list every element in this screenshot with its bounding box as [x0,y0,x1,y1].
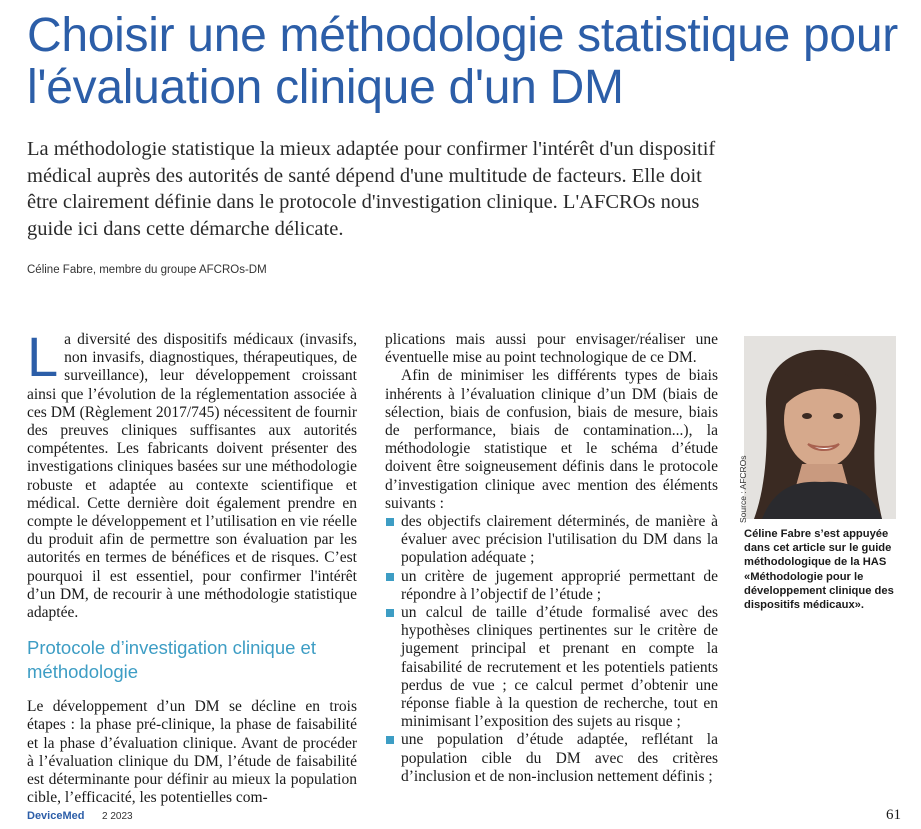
list-item [385,731,718,786]
article-author: Céline Fabre, membre du groupe AFCROs-DM [27,264,267,276]
continuation-paragraph: plications mais aussi pour envisager/réaliser une éventuelle mise au point technologique de ce DM. [385,331,718,367]
intro-paragraph [27,325,357,622]
body-paragraph: Afin de minimiser les différents types de biais inhérents à l’évaluation clinique d’un DM (biais de sélection, biais de confusion, biais de mesure, biais de performance, biais de contamination...), la méthodologie statistique et le schéma d’étude doivent être soigneusement définis dans le protocole d’investigation clinique avec mention des éléments suivants : [385,367,718,512]
article-lede: La méthodologie statistique la mieux adaptée pour confirmer l'intérêt d'un dispositif médical auprès des autorités de santé dépend d'une multitude de facteurs. Elle doit être clairement définie dans le protocole d'investigation clinique. L'AFCROs nous guide ici dans cette démarche délicate. [27,138,716,240]
issue-number: 2 2023 [102,811,133,822]
page-number: 61 [886,807,901,823]
list-item-text: une population d’étude adaptée, reflétant la population cible du DM avec des critères d’inclusion et de non-inclusion nettement définis ; [401,731,718,785]
list-item [385,568,718,604]
square-bullet-icon [386,609,394,617]
article-title: Choisir une méthodologie statistique pour l'évaluation clinique d'un DM [27,9,898,114]
magazine-brand: DeviceMed [27,810,85,822]
author-photo [744,336,896,519]
portrait-illustration [744,336,896,519]
square-bullet-icon [386,736,394,744]
square-bullet-icon [386,573,394,581]
list-item [385,513,718,568]
body-paragraph: Le développement d’un DM se décline en trois étapes : la phase pré-clinique, la phase de faisabilité et la phase d’évaluation clinique. Avant de procéder à l’évaluation clinique du DM, l’étude de faisabilité est déterminante pour définir au mieux la population cible, l’efficacité, les potentielles com- [27,698,357,807]
section-heading: Protocole d’investigation clinique et méthodologie [27,637,316,683]
photo-source-credit [733,440,748,523]
list-item [385,604,718,731]
intro-text: a diversité des dispositifs médicaux (invasifs, non invasifs, diagnostiques, thérapeutiques, de surveillance), leur développement croissant ainsi que l’évolution de la réglementation associée à ces DM (Règlement 2017/745) nécessitent de fournir des preuves cliniques suffisantes aux autorités compétentes. Les fabricants doivent présenter des investigations cliniques basées sur une méthodologie robuste et adaptée au contexte scientifique et médical. Cette dernière doit également prendre en compte le développement et l’utilisation en vie réelle du produit afin de permettre son évaluation par les autorités en termes de bénéfices et de risques. C’est pourquoi il est essentiel, pour confirmer l'intérêt d’un DM, de recourir à une méthodologie statistique adaptée. [27,331,357,622]
criteria-list [385,513,718,786]
list-item-text: un critère de jugement approprié permettant de répondre à l’objectif de l’étude ; [401,567,718,603]
list-item-text: des objectifs clairement déterminés, de manière à évaluer avec précision l'utilisation du DM dans la population adéquate ; [401,513,718,567]
list-item-text: un calcul de taille d’étude formalisé avec des hypothèses cliniques pertinentes sur le critère de jugement principal et prenant en compte la faisabilité de recrutement et les potentiels patients perdus de vue ; ce calcul permet d’obtenir une réponse fiable à la question de recherche, tout en minimisant l’exposition des sujets au risque ; [401,604,718,731]
photo-source-text: Source : AFCROs [738,455,748,523]
drop-cap: L [27,325,59,388]
photo-caption: Céline Fabre s’est appuyée dans cet article sur le guide méthodologique de la HAS «Méthodologie pour le développement clinique des dispositifs médicaux». [744,528,894,612]
square-bullet-icon [386,518,394,526]
column-1 [27,325,357,807]
column-2 [385,331,718,786]
